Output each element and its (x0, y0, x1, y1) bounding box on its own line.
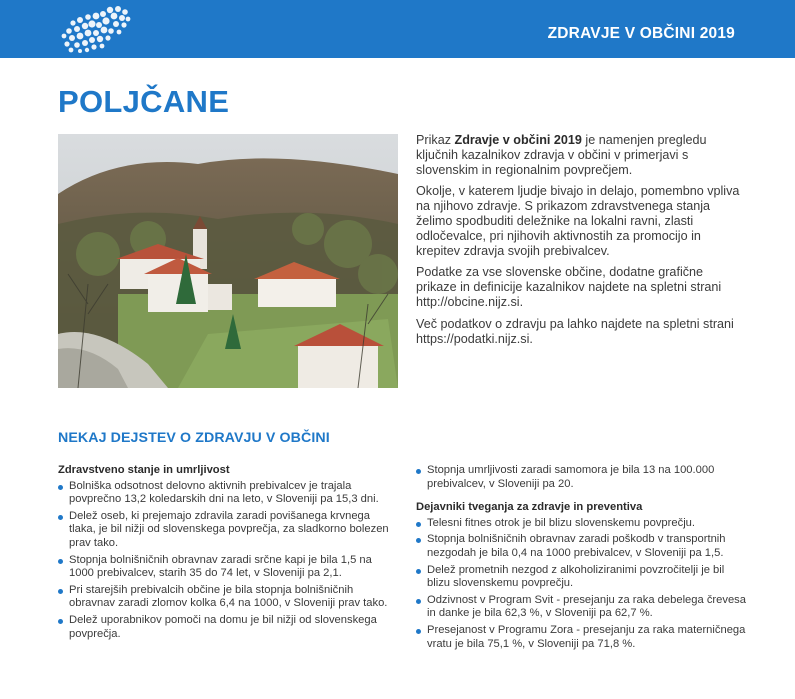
list-item: Stopnja bolnišničnih obravnav zaradi srčne kapi je bila 1,5 na 1000 prebivalcev, starih 35 do 74 let, v Sloveniji pa 2,1. (58, 554, 390, 581)
list-item: Odzivnost v Program Svit - presejanju za raka debelega črevesa in danke je bila 62,3 %, v Sloveniji pa 62,7 %. (416, 594, 748, 621)
facts-column-right (416, 464, 748, 654)
intro-paragraph-2: Okolje, v katerem ljudje bivajo in delajo, pomembno vpliva na njihovo zdravje. S prikazom zdravstvenega stanja želimo spodbuditi deležnike na lokalni ravni, zlasti odločevalce, pri njihovih aktivnostih za promocijo in krepitev zdravja svojih prebivalcev. (416, 184, 740, 258)
list-item: Delež oseb, ki prejemajo zdravila zaradi povišanega krvnega tlaka, je bil nižji od slovenskega povprečja, za sladkorno bolezen prav tako. (58, 510, 390, 551)
risk-factors-heading: Dejavniki tveganja za zdravje in preventiva (416, 501, 643, 514)
intro-paragraph-3: Podatke za vse slovenske občine, dodatne grafične prikaze in definicije kazalnikov najdete na spletni strani http://obcine.nijz.si. (416, 265, 722, 309)
list-item: Stopnja umrljivosti zaradi samomora je bila 13 na 100.000 prebivalcev, v Sloveniji pa 20. (416, 464, 748, 491)
intro-paragraph-4: Več podatkov o zdravju pa lahko najdete na spletni strani https://podatki.nijz.si. (416, 316, 734, 346)
risk-factors-list (416, 517, 748, 651)
facts-column-left (58, 464, 390, 644)
page-title: POLJČANE (58, 84, 230, 119)
facts-section-title: NEKAJ DEJSTEV O ZDRAVJU V OBČINI (58, 430, 330, 446)
health-status-heading: Zdravstveno stanje in umrljivost (58, 464, 230, 476)
landscape-photo (58, 134, 398, 388)
intro-paragraph-1 (416, 133, 742, 177)
slovenia-map-dots-icon (58, 4, 132, 54)
health-status-list (58, 480, 390, 642)
intro-p1-bold: Zdravje v občini 2019 (454, 133, 582, 147)
intro-p1-suffix: je namenjen pregledu ključnih kazalnikov zdravja v občini v primerjavi s slovenskim in regionalnim povprečjem. (416, 133, 707, 177)
intro-p1-prefix: Prikaz (416, 133, 455, 147)
list-item: Stopnja bolnišničnih obravnav zaradi poškodb v transportnih nezgodah je bila 0,4 na 1000 prebivalcev, v Sloveniji pa 1,5. (416, 533, 748, 560)
list-item: Pri starejših prebivalcih občine je bila stopnja bolnišničnih obravnav zaradi zlomov kolka 6,4 na 1000, v Sloveniji prav tako. (58, 584, 390, 611)
list-item: Telesni fitnes otrok je bil blizu slovenskemu povprečju. (416, 517, 748, 531)
header-bar (0, 0, 795, 58)
list-item: Delež prometnih nezgod z alkoholiziranimi povzročitelji je bil blizu slovenskemu povprečju. (416, 564, 748, 591)
list-item: Delež uporabnikov pomoči na domu je bil nižji od slovenskega povprečja. (58, 614, 390, 641)
header-title: ZDRAVJE V OBČINI 2019 (547, 25, 735, 42)
list-item: Bolniška odsotnost delovno aktivnih prebivalcev je trajala povprečno 13,2 koledarskih dni na leto, v Sloveniji pa 15,3 dni. (58, 480, 390, 507)
health-status-list-continued (416, 464, 748, 491)
list-item: Presejanost v Programu Zora - presejanju za raka materničnega vratu je bila 75,1 %, v Sloveniji pa 71,8 %. (416, 624, 748, 651)
intro-text (416, 133, 742, 353)
